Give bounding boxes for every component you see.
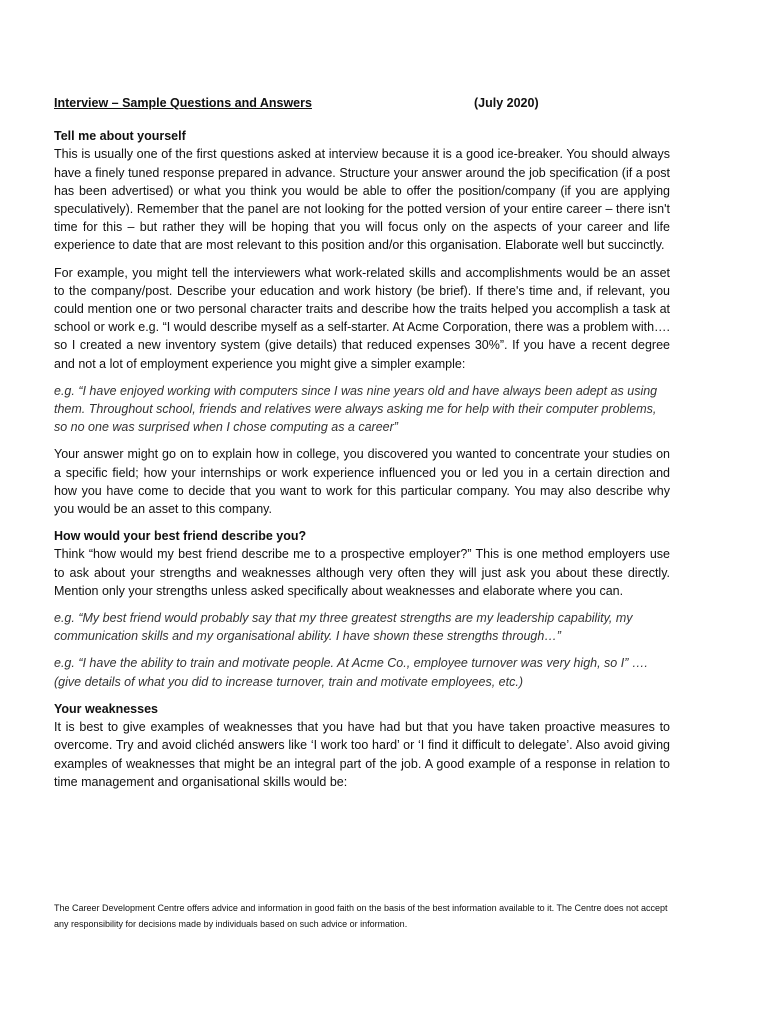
example-quote: e.g. “I have enjoyed working with computers since I was nine years old and have always been adept as using them. Throughout school, friends and relatives were always asking me for help with their computer problems, so no one was surprised when I chose computing as a career” <box>54 383 658 435</box>
document-body <box>54 94 670 800</box>
section-heading: Tell me about yourself <box>54 129 186 144</box>
document-title: Interview – Sample Questions and Answers <box>54 96 312 110</box>
paragraph: Your answer might go on to explain how in college, you discovered you wanted to concentrate your studies on a specific field; how your internships or work experience influenced you or led you in a certain direction and how you have come to decide that you want to work for this particular company. You may also describe why you would be an asset to this company. <box>54 447 670 517</box>
title-row <box>54 94 670 112</box>
section-heading: How would your best friend describe you? <box>54 529 307 544</box>
paragraph: Think “how would my best friend describe me to a prospective employer?” This is one method employers use to ask about your strengths and weaknesses although very often they will just ask you about these directly. Mention only your strengths unless asked specifically about weaknesses and elaborate where you can. <box>54 547 670 598</box>
section-best-friend <box>54 527 670 691</box>
section-heading: Your weaknesses <box>54 701 158 716</box>
footer-disclaimer: The Career Development Centre offers advice and information in good faith on the basis of the best information available to it. The Centre does not accept any responsibility for decisions made by individuals based on such advice or information. <box>54 903 668 929</box>
section-tell-me-about-yourself <box>54 127 670 518</box>
section-weaknesses <box>54 700 670 791</box>
paragraph: This is usually one of the first questions asked at interview because it is a good ice-breaker. You should always have a finely tuned response prepared in advance. Structure your answer around the job specification (if a post has been advertised) or what you think you would be able to offer the position/company (if you are applying speculatively). Remember that the panel are not looking for the potted version of your entire career – there isn't time for this – but rather they will be hoping that you will focus only on the aspects of your career and life experience to date that are most relevant to this position and/or this organisation. Elaborate well but succinctly. <box>54 147 670 253</box>
paragraph: It is best to give examples of weaknesses that you have had but that you have taken proactive measures to overcome. Try and avoid clichéd answers like ‘I work too hard’ or ‘I find it difficult to delegate’. Also avoid giving examples of weaknesses that might be an integral part of the job. A good example of a response in relation to time management and organisational skills would be: <box>54 720 670 789</box>
document-date: (July 2020) <box>474 96 539 110</box>
example-quote: e.g. “My best friend would probably say that my three greatest strengths are my leadership capability, my communication skills and my organisational ability. I have shown these strengths through…” <box>54 611 633 644</box>
paragraph: For example, you might tell the interviewers what work-related skills and accomplishments would be an asset to the company/post. Describe your education and work history (be brief). If there's time and, if relevant, you could mention one or two personal character traits and describe how the traits helped you accomplish a task at school or work e.g. “I would describe myself as a self-starter. At Acme Corporation, there was a problem with…. so I created a new inventory system (give details) that reduced expenses 30%”. If you have a recent degree and not a lot of employment experience you might give a simpler example: <box>54 265 670 371</box>
example-quote: e.g. “I have the ability to train and motivate people. At Acme Co., employee turnover was very high, so I” …. (give details of what you did to increase turnover, train and motivate employees, etc.) <box>54 656 648 689</box>
